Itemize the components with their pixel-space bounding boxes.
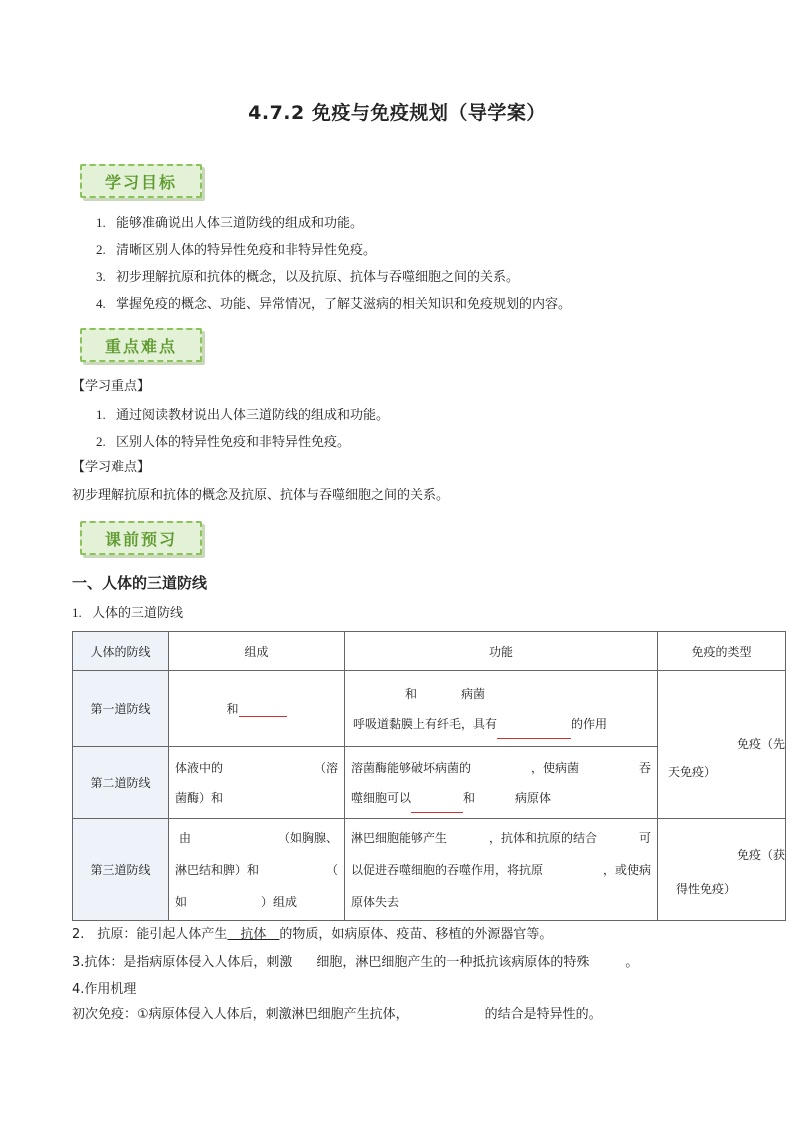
function-line: [351, 854, 651, 886]
focus-item: [96, 405, 389, 426]
antigen-text: 的物质，如病原体、疫苗、移植的外源器官等。: [279, 927, 553, 942]
function-text: 呼吸道黏膜上有纤毛，具有: [353, 716, 498, 731]
immunity-type-text: 天免疫）: [668, 765, 717, 779]
antibody-definition: [72, 953, 638, 973]
function-text: 和: [463, 790, 476, 805]
function-line: [351, 753, 651, 783]
antigen-definition: [72, 925, 552, 945]
composition-text: （如胸腺、: [277, 830, 338, 845]
antibody-text: 。: [625, 955, 639, 970]
objective-item: [96, 240, 376, 261]
composition-text: 和: [226, 702, 239, 716]
focus-item: [96, 432, 350, 453]
focus-label: 【学习重点】: [72, 379, 151, 394]
page-title: 4.7.2 免疫与免疫规划（导学案）: [248, 102, 546, 124]
function-text: ，或使病: [602, 862, 651, 877]
primary-immunity-text: 初次免疫：①病原体侵入人体后，刺激淋巴细胞产生抗体，: [72, 1007, 409, 1022]
section-badge-objectives: 学习目标: [80, 164, 202, 198]
function-text: 淋巴细胞能够产生: [351, 830, 448, 845]
difficulty-label: 【学习难点】: [72, 460, 151, 475]
function-text: 可: [638, 830, 651, 845]
function-line: [351, 822, 651, 854]
composition-cell: [169, 671, 345, 747]
function-cell: [345, 819, 658, 921]
mechanism-heading: 4.作用机理: [72, 982, 137, 997]
function-cell: [345, 671, 658, 747]
composition-line: [175, 854, 338, 886]
row-label: 第一道防线: [73, 671, 169, 747]
composition-text: （: [325, 862, 338, 877]
objective-item: [96, 213, 363, 234]
part1-sub-text: 人体的三道防线: [92, 606, 184, 621]
antigen-answer[interactable]: 抗体: [227, 927, 280, 942]
immunity-type-text: 免疫（先: [736, 737, 785, 751]
function-text: 噬细胞可以: [351, 790, 412, 805]
immunity-type-text: 得性免疫）: [676, 882, 737, 896]
function-line: [353, 709, 649, 739]
table-header: 组成: [169, 632, 345, 671]
objective-number: 1.: [96, 215, 106, 230]
composition-text: 淋巴结和脾）和: [175, 862, 260, 877]
function-cell: [345, 747, 658, 819]
composition-text: ）组成: [261, 894, 298, 909]
function-line: [353, 679, 649, 709]
table-header: 功能: [345, 632, 658, 671]
composition-line: [175, 753, 338, 783]
primary-immunity: [72, 1005, 602, 1025]
section-badge-preview: 课前预习: [80, 521, 202, 555]
composition-text: （溶: [313, 760, 338, 775]
section-badge-keypoints: 重点难点: [80, 328, 202, 362]
answer-blank[interactable]: [239, 716, 287, 717]
function-text: 和: [405, 686, 418, 701]
function-text: ，使病菌: [530, 760, 579, 775]
function-text: 病菌: [461, 686, 486, 701]
composition-text: 如: [175, 894, 188, 909]
composition-text: 由: [179, 830, 192, 845]
table-row: [73, 671, 786, 747]
defense-table: [72, 631, 786, 921]
answer-blank[interactable]: [411, 812, 463, 813]
objective-text: 清晰区别人体的特异性免疫和非特异性免疫。: [116, 243, 377, 258]
composition-cell: [169, 819, 345, 921]
part1-sub-number: 1.: [72, 605, 82, 620]
row-label: 第三道防线: [73, 819, 169, 921]
function-text: 吞: [638, 760, 651, 775]
part1-heading: 一、人体的三道防线: [72, 574, 208, 592]
primary-immunity-text: 的结合是特异性的。: [484, 1007, 602, 1022]
function-text: 病原体: [515, 790, 552, 805]
focus-text: 通过阅读教材说出人体三道防线的组成和功能。: [116, 408, 390, 423]
composition-line: [175, 822, 338, 854]
table-row: [73, 819, 786, 921]
answer-blank[interactable]: [497, 738, 571, 739]
objective-text: 初步理解抗原和抗体的概念，以及抗原、抗体与吞噬细胞之间的关系。: [116, 270, 520, 285]
part1-subheading: [72, 603, 183, 624]
immunity-type-cell: [658, 671, 786, 819]
composition-line: 菌酶）和: [175, 790, 224, 805]
function-text: ，抗体和抗原的结合: [488, 830, 597, 845]
objective-number: 3.: [96, 269, 106, 284]
table-header: 人体的防线: [73, 632, 169, 671]
function-line: [351, 783, 651, 813]
focus-number: 1.: [96, 407, 106, 422]
table-header: 免疫的类型: [658, 632, 786, 671]
antigen-text: 2. 抗原：能引起人体产生: [72, 927, 228, 942]
composition-cell: [169, 747, 345, 819]
difficulty-text: 初步理解抗原和抗体的概念及抗原、抗体与吞噬细胞之间的关系。: [72, 488, 450, 503]
objective-number: 2.: [96, 242, 106, 257]
immunity-type-cell: [658, 819, 786, 921]
composition-line: [175, 886, 338, 918]
row-label: 第二道防线: [73, 747, 169, 819]
objective-number: 4.: [96, 296, 106, 311]
function-text: 以促进吞噬细胞的吞噬作用，将抗原: [351, 862, 544, 877]
immunity-type-text: 免疫（获: [736, 848, 785, 862]
function-text: 的作用: [571, 716, 608, 731]
function-text: 溶菌酶能够破坏病菌的: [351, 760, 472, 775]
objective-item: [96, 294, 571, 315]
objective-text: 掌握免疫的概念、功能、异常情况，了解艾滋病的相关知识和免疫规划的内容。: [116, 297, 572, 312]
antibody-text: 细胞，淋巴细胞产生的一种抵抗该病原体的特殊: [316, 955, 590, 970]
antibody-text: 3.抗体：是指病原体侵入人体后，刺激: [72, 955, 293, 970]
focus-number: 2.: [96, 434, 106, 449]
objective-text: 能够准确说出人体三道防线的组成和功能。: [116, 216, 364, 231]
function-line: 原体失去: [351, 894, 400, 909]
composition-text: 体液中的: [175, 760, 224, 775]
objective-item: [96, 267, 519, 288]
focus-text: 区别人体的特异性免疫和非特异性免疫。: [116, 435, 351, 450]
